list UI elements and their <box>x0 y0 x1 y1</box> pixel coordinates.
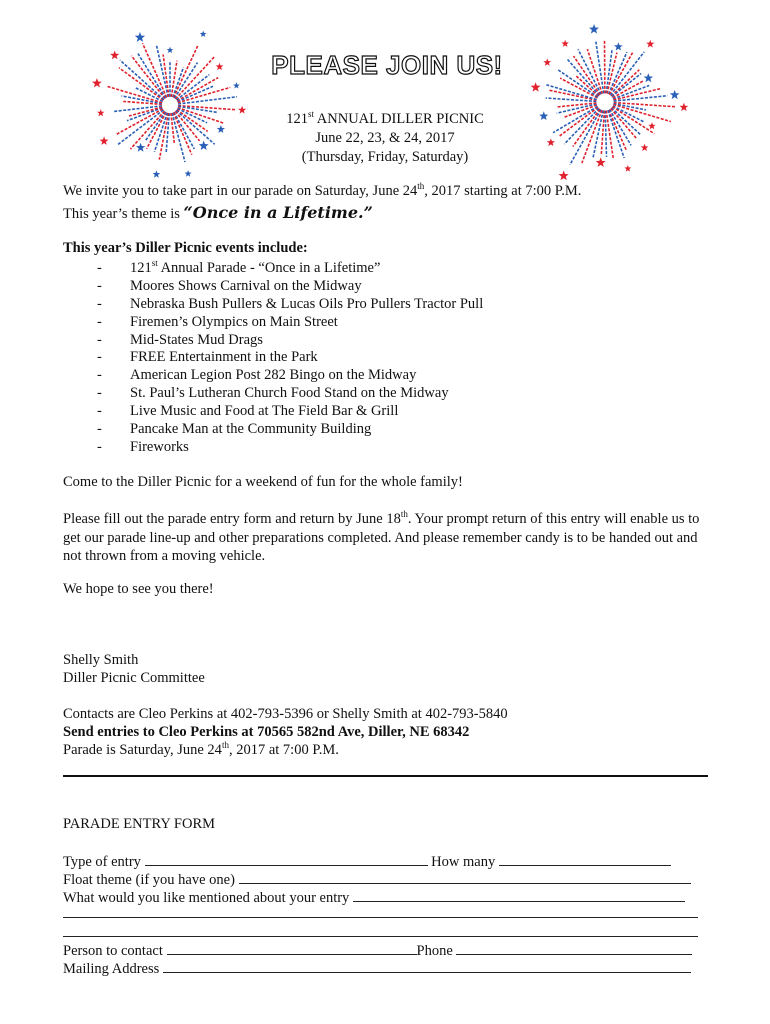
list-item: - Moores Shows Carnival on the Midway <box>97 277 362 294</box>
star-icon <box>624 165 631 172</box>
firework-ray <box>606 111 613 160</box>
firework-ray <box>605 111 606 157</box>
events-heading: This year’s Diller Picnic events include: <box>63 240 308 256</box>
section-divider <box>63 775 708 777</box>
star-icon <box>539 111 548 120</box>
come-line: Come to the Diller Picnic for a weekend of fun for the whole family! <box>63 474 463 490</box>
star-icon <box>648 122 655 129</box>
form-heading: PARADE ENTRY FORM <box>63 816 216 832</box>
star-icon <box>614 42 623 50</box>
how-many-label: How many <box>431 854 496 870</box>
star-icon <box>92 78 102 87</box>
signature-name: Shelly Smith <box>63 652 139 668</box>
list-item: - Mid-States Mud Drags <box>97 331 263 348</box>
mention-label: What would you like mentioned about your entry <box>63 890 350 906</box>
address-row <box>63 959 691 978</box>
list-item: - 121st Annual Parade - “Once in a Lifetime” <box>97 258 381 276</box>
mention-row <box>63 888 685 907</box>
star-icon <box>185 170 192 177</box>
star-icon <box>233 82 240 88</box>
firework-ray <box>613 86 649 100</box>
firework-ray <box>177 75 210 100</box>
event-name-line: 121st ANNUAL DILLER PICNIC <box>286 109 484 127</box>
phone-label: Phone <box>416 943 453 959</box>
star-icon <box>547 138 555 146</box>
firework-ray <box>564 108 599 144</box>
events-list <box>97 260 483 457</box>
star-icon <box>543 58 551 65</box>
list-item: - FREE Entertainment in the Park <box>97 349 318 366</box>
theme-value: “Once in a Lifetime.” <box>183 203 373 222</box>
star-icon <box>559 171 569 181</box>
list-item: - Firemen’s Olympics on Main Street <box>97 313 338 330</box>
contacts-line: Contacts are Cleo Perkins at 402-793-5396 or Shelly Smith at 402-793-5840 <box>63 706 508 722</box>
star-icon <box>641 144 649 151</box>
star-icon <box>153 170 161 177</box>
address-label: Mailing Address <box>63 961 160 977</box>
firework-ray <box>176 56 216 99</box>
type-of-entry-label: Type of entry <box>63 854 141 870</box>
firework-ray <box>178 86 214 101</box>
hope-line: We hope to see you there! <box>63 581 214 597</box>
send-entries-line: Send entries to Cleo Perkins at 70565 582nd Ave, Diller, NE 68342 <box>63 724 470 740</box>
star-icon <box>217 125 225 133</box>
type-of-entry-row <box>63 852 671 871</box>
firework-ray <box>107 86 163 103</box>
star-icon <box>644 73 654 82</box>
list-item: - Pancake Man at the Community Building <box>97 421 372 438</box>
mention-field[interactable] <box>353 888 685 902</box>
person-label: Person to contact <box>63 943 163 959</box>
firework-ray <box>131 56 165 99</box>
event-header <box>230 110 540 167</box>
list-item: - Nebraska Bush Pullers & Lucas Oils Pro Pullers Tractor Pull <box>97 295 484 312</box>
instructions-paragraph: Please fill out the parade entry form and return by June 18th. Your prompt return of this entry will enable us to get our parade line-up and other preparations completed. And please remember candy is to be handed out and not thrown from a moving vehicle. <box>63 509 700 564</box>
star-icon <box>670 90 680 99</box>
firework-ray <box>546 98 597 101</box>
star-icon <box>199 141 209 151</box>
list-item: - Fireworks <box>97 438 189 455</box>
star-icon <box>561 40 569 47</box>
star-icon <box>680 103 689 111</box>
star-icon <box>97 109 105 116</box>
firework-ray <box>119 68 163 101</box>
star-icon <box>596 157 606 167</box>
how-many-field[interactable] <box>499 852 671 866</box>
star-icon <box>200 31 207 37</box>
firework-right-illustration <box>520 20 690 180</box>
firework-ray <box>611 70 639 96</box>
mention-field-line-3[interactable] <box>63 936 698 937</box>
float-theme-label: Float theme (if you have one) <box>63 872 235 888</box>
list-item: - St. Paul’s Lutheran Church Food Stand on the Midway <box>97 385 449 402</box>
event-days: (Thursday, Friday, Saturday) <box>301 149 469 165</box>
firework-ray <box>582 110 602 163</box>
star-icon <box>531 82 541 91</box>
star-icon <box>589 24 599 34</box>
address-field[interactable] <box>163 959 691 973</box>
list-item: - American Legion Post 282 Bingo on the Midway <box>97 367 417 384</box>
firework-ray <box>120 60 164 100</box>
firework-ray <box>570 110 601 165</box>
firework-ray <box>176 110 215 144</box>
star-icon <box>167 47 174 53</box>
star-icon <box>110 51 119 60</box>
parade-date-line: Parade is Saturday, June 24th, 2017 at 7:00 P.M. <box>63 740 339 758</box>
firework-ray <box>143 43 167 97</box>
firework-ray <box>553 106 598 132</box>
event-dates: June 22, 23, & 24, 2017 <box>315 130 455 146</box>
firework-ray <box>147 112 167 149</box>
contact-row <box>63 941 692 960</box>
page-title: PLEASE JOIN US! <box>271 50 503 80</box>
theme-line: This year’s theme is “Once in a Lifetime.” <box>63 203 373 222</box>
invite-line: We invite you to take part in our parade on Saturday, June 24th, 2017 starting at 7:00 P.M. <box>63 181 582 199</box>
firework-ray <box>114 106 162 112</box>
star-icon <box>136 143 145 152</box>
type-of-entry-field[interactable] <box>145 852 428 866</box>
mention-field-line-2[interactable] <box>63 917 698 918</box>
list-item: - Live Music and Food at The Field Bar & Grill <box>97 403 399 420</box>
firework-ray <box>614 96 668 101</box>
signature-org: Diller Picnic Committee <box>63 670 205 686</box>
star-icon <box>135 32 145 42</box>
firework-ray <box>174 45 199 98</box>
float-theme-field[interactable] <box>239 870 691 884</box>
firework-ray <box>546 85 596 100</box>
star-icon <box>646 40 654 48</box>
firework-ray <box>610 109 632 145</box>
firework-ray <box>178 106 235 110</box>
person-field[interactable] <box>167 941 417 955</box>
phone-field[interactable] <box>456 941 692 955</box>
star-icon <box>100 136 109 145</box>
float-theme-row <box>63 870 691 889</box>
star-icon <box>216 63 224 70</box>
